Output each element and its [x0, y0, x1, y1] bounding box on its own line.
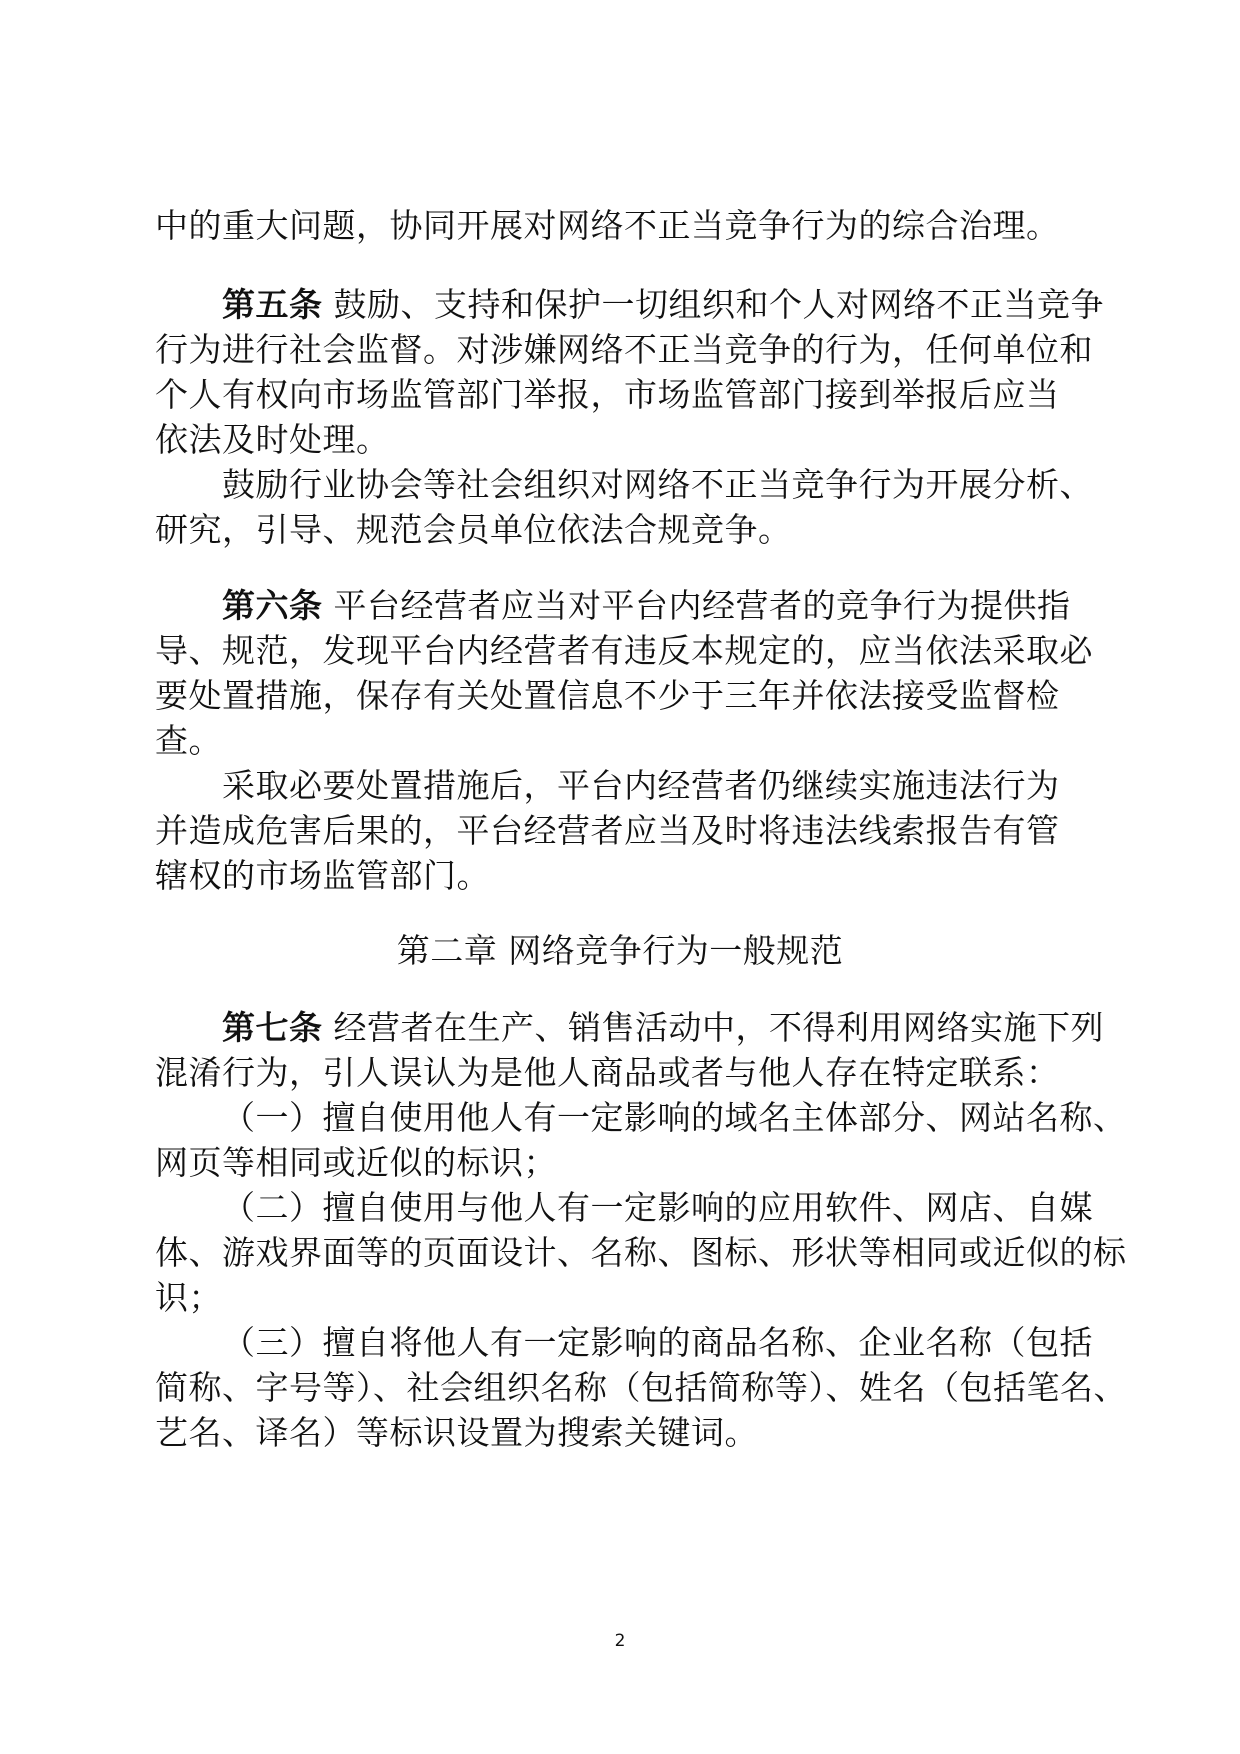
- text-line: 依法及时处理。: [155, 420, 390, 459]
- article-6-line-1: [222, 583, 1071, 629]
- text-line: 简称、字号等）、社会组织名称（包括简称等）、姓名（包括笔名、: [155, 1368, 1127, 1407]
- article-7-title: 第七条: [222, 1008, 323, 1047]
- list-item-1: （一）擅自使用他人有一定影响的域名主体部分、网站名称、: [222, 1098, 1127, 1137]
- text-line: 研究，引导、规范会员单位依法合规竞争。: [155, 510, 792, 549]
- article-5-text: 鼓励、支持和保护一切组织和个人对网络不正当竞争: [322, 285, 1104, 324]
- article-6-title: 第六条: [222, 586, 323, 625]
- text-line: 并造成危害后果的，平台经营者应当及时将违法线索报告有管: [155, 811, 1060, 850]
- text-line: 艺名、译名）等标识设置为搜索关键词。: [155, 1413, 758, 1452]
- chapter-heading: 第二章 网络竞争行为一般规范: [396, 931, 844, 970]
- text-line: 辖权的市场监管部门。: [155, 856, 490, 895]
- text-line: 鼓励行业协会等社会组织对网络不正当竞争行为开展分析、: [222, 465, 1093, 504]
- article-5-title: 第五条: [222, 285, 323, 324]
- page-number: 2: [614, 1631, 626, 1651]
- text-line: 查。: [155, 721, 222, 760]
- article-7-text: 经营者在生产、销售活动中，不得利用网络实施下列: [322, 1008, 1104, 1047]
- text-line: 行为进行社会监督。对涉嫌网络不正当竞争的行为，任何单位和: [155, 330, 1093, 369]
- list-item-2: （二）擅自使用与他人有一定影响的应用软件、网店、自媒: [222, 1188, 1093, 1227]
- text-line: 中的重大问题，协同开展对网络不正当竞争行为的综合治理。: [155, 206, 1060, 245]
- list-item-3: （三）擅自将他人有一定影响的商品名称、企业名称（包括: [222, 1323, 1093, 1362]
- text-line: 个人有权向市场监管部门举报，市场监管部门接到举报后应当: [155, 375, 1060, 414]
- article-6-text: 平台经营者应当对平台内经营者的竞争行为提供指: [322, 586, 1071, 625]
- text-line: 要处置措施，保存有关处置信息不少于三年并依法接受监督检: [155, 676, 1060, 715]
- text-line: 体、游戏界面等的页面设计、名称、图标、形状等相同或近似的标: [155, 1233, 1127, 1272]
- article-5-line-1: [222, 282, 1104, 328]
- text-line: 混淆行为，引人误认为是他人商品或者与他人存在特定联系：: [155, 1053, 1060, 1092]
- text-line: 网页等相同或近似的标识；: [155, 1143, 557, 1182]
- article-7-line-1: [222, 1005, 1104, 1051]
- text-line: 采取必要处置措施后，平台内经营者仍继续实施违法行为: [222, 766, 1060, 805]
- text-line: 导、规范，发现平台内经营者有违反本规定的，应当依法采取必: [155, 631, 1093, 670]
- text-line: 识；: [155, 1278, 222, 1317]
